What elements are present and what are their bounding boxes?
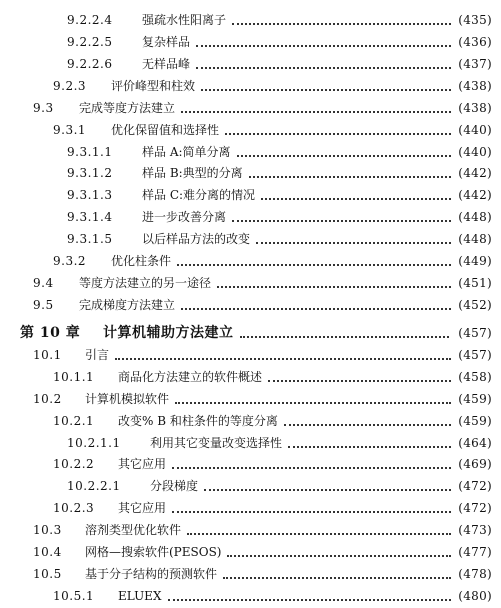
section-number: 9.3.1.3: [67, 188, 113, 202]
page-number: (437): [456, 52, 492, 76]
toc-entry: [0, 96, 501, 120]
dot-leader: [227, 555, 451, 557]
section-number: 10.2.2: [53, 457, 95, 471]
section-title: 完成梯度方法建立: [79, 293, 177, 317]
page-number: (438): [456, 74, 492, 98]
dot-leader: [261, 198, 451, 200]
dot-leader: [181, 308, 451, 310]
section-title: 改变% B 和柱条件的等度分离: [118, 409, 280, 433]
dot-leader: [223, 577, 451, 579]
section-title: 等度方法建立的另一途径: [79, 271, 213, 295]
page-number: (480): [456, 584, 492, 608]
section-number: 9.2.3: [53, 79, 87, 93]
toc-entry: [0, 30, 501, 54]
toc-entry: [0, 496, 501, 520]
section-number: 9.2.2.6: [67, 57, 113, 71]
dot-leader: [168, 599, 451, 601]
page-number: (478): [456, 562, 492, 586]
section-title: 分段梯度: [150, 474, 200, 498]
section-number: 10.4: [33, 545, 62, 559]
dot-leader: [187, 533, 451, 535]
section-title: 样品 A:简单分离: [142, 140, 233, 164]
section-title: 进一步改善分离: [142, 205, 228, 229]
section-title: 优化柱条件: [111, 249, 173, 273]
page-number: (452): [456, 293, 492, 317]
section-title: 基于分子结构的预测软件: [85, 562, 219, 586]
page-number: (448): [456, 227, 492, 251]
page-number: (451): [456, 271, 492, 295]
section-title: 以后样品方法的改变: [142, 227, 252, 251]
section-title: 溶剂类型优化软件: [85, 518, 183, 542]
toc-entry: [0, 205, 501, 229]
section-number: 9.4: [33, 276, 54, 290]
page-number: (464): [456, 431, 492, 455]
toc-entry: [0, 183, 501, 207]
section-number: 9.3.1.5: [67, 232, 113, 246]
dot-leader: [284, 424, 451, 426]
dot-leader: [217, 286, 451, 288]
section-title: 其它应用: [118, 496, 168, 520]
section-title: ELUEX: [118, 584, 164, 608]
section-title: 优化保留值和选择性: [111, 118, 221, 142]
dot-leader: [256, 242, 451, 244]
page-number: (473): [456, 518, 492, 542]
section-title: 商品化方法建立的软件概述: [118, 365, 264, 389]
toc-entry: [0, 293, 501, 317]
toc-entry: [0, 562, 501, 586]
dot-leader: [196, 67, 451, 69]
dot-leader: [268, 380, 451, 382]
section-number: 9.2.2.4: [67, 13, 113, 27]
dot-leader: [240, 336, 449, 338]
page-number: (440): [456, 140, 492, 164]
toc-entry: [0, 387, 501, 411]
section-title: 引言: [85, 343, 111, 367]
chapter-title: 计算机辅助方法建立: [103, 321, 236, 345]
section-number: 10.2.2.1: [67, 479, 121, 493]
section-number: 10.1.1: [53, 370, 95, 384]
page-number: (442): [456, 183, 492, 207]
dot-leader: [177, 264, 451, 266]
section-number: 10.3: [33, 523, 62, 537]
section-number: 10.2: [33, 392, 62, 406]
section-number: 10.2.1: [53, 414, 95, 428]
dot-leader: [115, 358, 451, 360]
dot-leader: [249, 176, 451, 178]
section-title: 样品 C:难分离的情况: [142, 183, 257, 207]
toc-entry: [0, 249, 501, 273]
page-number: (449): [456, 249, 492, 273]
section-number: 9.3.1.1: [67, 145, 113, 159]
dot-leader: [232, 220, 451, 222]
toc-entry: [0, 540, 501, 564]
page-number: (459): [456, 387, 492, 411]
toc-entry: [0, 8, 501, 32]
section-title: 计算机模拟软件: [85, 387, 171, 411]
page-number: (442): [456, 161, 492, 185]
dot-leader: [288, 446, 451, 448]
section-number: 10.2.3: [53, 501, 95, 515]
page-number: (436): [456, 30, 492, 54]
page-number: (472): [456, 496, 492, 520]
section-number: 9.3.1.4: [67, 210, 113, 224]
dot-leader: [225, 133, 451, 135]
toc-entry: [0, 52, 501, 76]
section-number: 9.5: [33, 298, 54, 312]
section-number: 9.2.2.5: [67, 35, 113, 49]
dot-leader: [204, 489, 451, 491]
toc-entry: [0, 271, 501, 295]
section-title: 强疏水性阳离子: [142, 8, 228, 32]
section-title: 复杂样品: [142, 30, 192, 54]
toc-entry: [0, 365, 501, 389]
page-number: (440): [456, 118, 492, 142]
section-number: 10.5: [33, 567, 62, 581]
section-number: 9.3.1: [53, 123, 87, 137]
section-title: 样品 B:典型的分离: [142, 161, 245, 185]
section-number: 9.3.2: [53, 254, 87, 268]
section-title: 其它应用: [118, 452, 168, 476]
section-number: 10.2.1.1: [67, 436, 121, 450]
dot-leader: [237, 155, 451, 157]
chapter-number: 第 10 章: [20, 325, 81, 341]
dot-leader: [201, 89, 451, 91]
toc-entry: [0, 409, 501, 433]
dot-leader: [181, 111, 451, 113]
toc-entry: [0, 74, 501, 98]
section-number: 10.5.1: [53, 589, 95, 603]
section-title: 无样品峰: [142, 52, 192, 76]
section-number: 9.3: [33, 101, 54, 115]
dot-leader: [232, 23, 451, 25]
section-title: 利用其它变量改变选择性: [150, 431, 284, 455]
page-number: (457): [456, 321, 492, 345]
toc-entry: [0, 343, 501, 367]
page-number: (448): [456, 205, 492, 229]
toc-entry: [0, 161, 501, 185]
section-title: 完成等度方法建立: [79, 96, 177, 120]
page-number: (477): [456, 540, 492, 564]
toc-entry: [0, 474, 501, 498]
chapter-heading: [0, 321, 501, 345]
section-number: 10.1: [33, 348, 62, 362]
toc-entry: [0, 452, 501, 476]
dot-leader: [172, 467, 451, 469]
page-number: (469): [456, 452, 492, 476]
toc-entry: [0, 584, 501, 608]
section-title: 评价峰型和柱效: [111, 74, 197, 98]
page-number: (438): [456, 96, 492, 120]
page-number: (458): [456, 365, 492, 389]
toc-entry: [0, 518, 501, 542]
page-number: (472): [456, 474, 492, 498]
page-number: (459): [456, 409, 492, 433]
page-number: (435): [456, 8, 492, 32]
section-title: 网格—搜索软件(PESOS): [85, 540, 223, 564]
dot-leader: [196, 45, 451, 47]
dot-leader: [172, 511, 451, 513]
toc-entry: [0, 118, 501, 142]
dot-leader: [175, 402, 451, 404]
toc-entry: [0, 227, 501, 251]
page-number: (457): [456, 343, 492, 367]
section-number: 9.3.1.2: [67, 166, 113, 180]
